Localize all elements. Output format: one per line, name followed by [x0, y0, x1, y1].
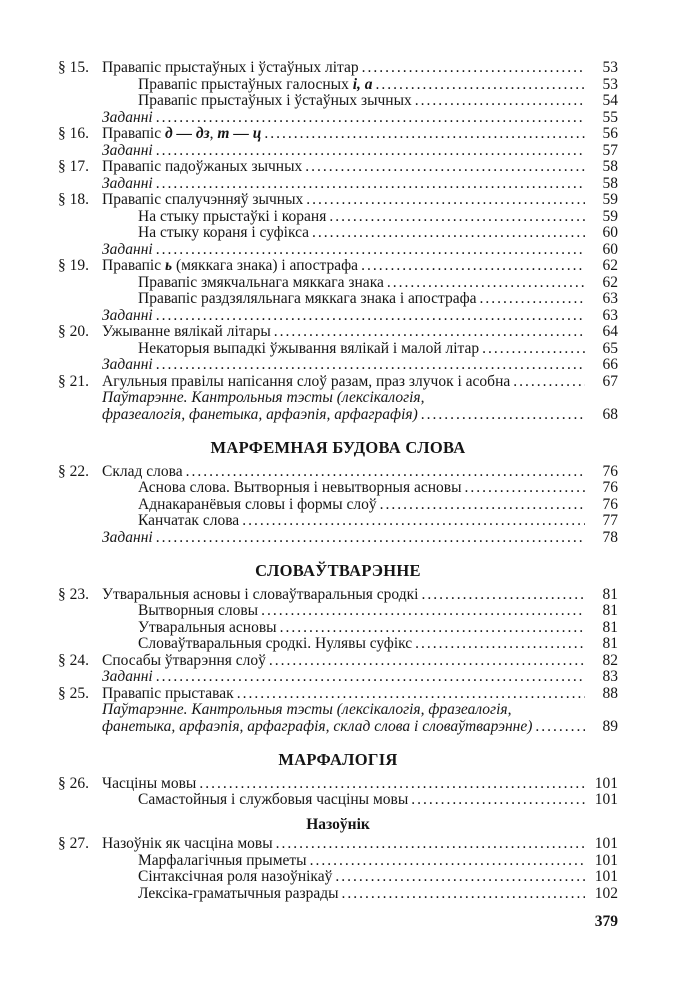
toc-entry-title: Канчатак слова [138, 512, 240, 529]
toc-entry-title: Самастойныя і службовыя часціны мовы [138, 791, 409, 808]
toc-entry [58, 853, 618, 870]
toc-entry-title: Правапіс падоўжаных зычных [102, 158, 303, 175]
dot-leader [269, 653, 585, 670]
dot-leader [186, 464, 585, 481]
toc-entry-page: 67 [602, 372, 618, 390]
toc-entry-title: Заданні [102, 174, 153, 192]
toc-entry [58, 603, 618, 620]
toc-entry-number: § 22. [58, 462, 89, 480]
toc-entry-title: Заданні [102, 141, 153, 159]
toc-entry-page: 63 [602, 306, 618, 324]
dot-leader [480, 291, 585, 308]
toc-entry-page: 62 [602, 257, 618, 274]
toc-entry [58, 126, 618, 143]
toc-entry-page: 60 [602, 224, 618, 241]
toc-entry-page: 68 [602, 405, 618, 423]
dot-leader [310, 853, 585, 870]
dot-leader [156, 530, 585, 547]
dot-leader [156, 143, 585, 160]
toc-entry [58, 159, 618, 176]
toc-entry-page: 78 [602, 528, 618, 546]
toc-entry-title: Некаторыя выпадкі ўжывання вялікай і малой літар [138, 339, 480, 357]
toc-entry-title: Правапіс прыстаўных і ўстаўных літар [102, 59, 359, 76]
toc-entry-page: 76 [602, 462, 618, 480]
dot-leader [421, 587, 585, 604]
toc-entry-page: 54 [602, 92, 618, 109]
toc-entry-page: 58 [602, 174, 618, 192]
toc-entry-title: Правапіс змякчальнага мяккага знака [138, 273, 384, 291]
toc-entry-page: 76 [602, 495, 618, 513]
dot-leader [362, 60, 585, 77]
dot-leader [156, 110, 585, 127]
toc-entry [58, 60, 618, 77]
toc-entry [58, 308, 618, 325]
toc-entry [58, 209, 618, 226]
toc-entry [58, 407, 618, 424]
book-page-number: 379 [594, 913, 618, 930]
toc-entry-number: § 25. [58, 684, 89, 702]
toc-entry [58, 513, 618, 530]
toc-entry-title: Правапіс прыстаўных і ўстаўных зычных [138, 92, 412, 109]
toc-entry [58, 669, 618, 686]
toc-entry-page: 66 [602, 356, 618, 373]
toc-entry-title: Спосабы ўтварэння слоў [102, 651, 266, 669]
toc-entry-page: 101 [594, 774, 618, 792]
dot-leader [261, 603, 585, 620]
toc-entry [58, 324, 618, 341]
dot-leader [329, 209, 585, 226]
toc-entry [58, 480, 618, 497]
dot-leader [415, 93, 585, 110]
toc-entry-title: Склад слова [102, 462, 183, 480]
toc-entry [58, 776, 618, 793]
toc-entry-page: 76 [602, 479, 618, 496]
toc-entry-page: 88 [602, 684, 618, 702]
dot-leader [535, 719, 585, 736]
dot-leader [242, 513, 585, 530]
dot-leader [513, 374, 585, 391]
toc-entry-number: § 21. [58, 372, 89, 390]
toc-entry-page: 81 [602, 585, 618, 603]
toc-entry-page: 81 [602, 602, 618, 619]
toc-entry [58, 587, 618, 604]
toc-entry-page: 89 [602, 717, 618, 735]
toc [58, 60, 618, 902]
dot-leader [415, 636, 585, 653]
toc-entry-page: 57 [602, 141, 618, 159]
toc-entry-page: 53 [602, 75, 618, 93]
toc-entry-title: Марфалагічныя прыметы [138, 851, 307, 869]
dot-leader [199, 776, 585, 793]
toc-entry-number: § 24. [58, 651, 89, 669]
dot-leader [387, 275, 585, 292]
toc-entry [58, 719, 618, 736]
toc-entry-number: § 20. [58, 323, 89, 340]
dot-leader [335, 869, 585, 886]
dot-leader [274, 324, 585, 341]
toc-entry-title: Агульныя правілы напісання слоў разам, праз злучок і асобна [102, 372, 511, 390]
toc-entry-page: 81 [602, 618, 618, 636]
toc-entry [58, 464, 618, 481]
dot-leader [465, 480, 586, 497]
toc-entry-page: 55 [602, 108, 618, 126]
toc-entry-title: На стыку прыстаўкі і кораня [138, 207, 327, 225]
toc-entry-title: Заданні [102, 668, 153, 685]
dot-leader [305, 159, 585, 176]
dot-leader [312, 225, 585, 242]
toc-entry-title: Назоўнік як часціна мовы [102, 835, 273, 852]
toc-entry-page: 60 [602, 240, 618, 258]
toc-entry [58, 636, 618, 653]
dot-leader [361, 258, 585, 275]
toc-entry [58, 653, 618, 670]
toc-entry [58, 497, 618, 514]
toc-entry-page: 83 [602, 668, 618, 685]
toc-entry-title: Правапіс прыставак [102, 684, 234, 702]
toc-entry-number: § 18. [58, 191, 89, 208]
toc-entry-number: § 17. [58, 158, 89, 175]
toc-entry [58, 225, 618, 242]
toc-entry-page: 65 [602, 339, 618, 357]
toc-entry-page: 58 [602, 158, 618, 175]
dot-leader [421, 407, 585, 424]
toc-entry-page: 77 [602, 512, 618, 529]
toc-entry-title: Лексіка-граматычныя разрады [138, 884, 339, 902]
toc-entry-title: Вытворныя словы [138, 602, 259, 619]
toc-entry-title: фразеалогія, фанетыка, арфаэпія, арфаграфія) [102, 405, 418, 423]
dot-leader [411, 792, 585, 809]
toc-entry [58, 702, 618, 719]
toc-entry [58, 886, 618, 903]
toc-entry [58, 836, 618, 853]
toc-entry-title: Правапіс прыстаўных галосных і, а [138, 75, 373, 93]
toc-entry-title: Словаўтваральныя сродкі. Нулявы суфікс [138, 635, 413, 652]
toc-entry-title: Аднакаранёвыя словы і формы слоў [138, 495, 377, 513]
toc-entry-title: Правапіс спалучэнняў зычных [102, 191, 304, 208]
section-heading: Назоўнік [306, 815, 370, 833]
toc-entry-page: 56 [602, 125, 618, 142]
toc-entry-page: 102 [594, 884, 618, 902]
toc-entry [58, 93, 618, 110]
toc-entry-title: Аснова слова. Вытворныя і невытворныя асновы [138, 479, 462, 496]
dot-leader [376, 77, 585, 94]
dot-leader [482, 341, 585, 358]
toc-entry [58, 390, 618, 407]
toc-entry-number: § 27. [58, 835, 89, 852]
dot-leader [156, 242, 585, 259]
toc-entry-title: Заданні [102, 356, 153, 373]
toc-entry-page: 64 [602, 323, 618, 340]
dot-leader [306, 192, 585, 209]
toc-entry-page: 81 [602, 635, 618, 652]
toc-entry [58, 242, 618, 259]
section-heading: СЛОВАЎТВАРЭННЕ [255, 561, 421, 580]
toc-entry-title: Часціны мовы [102, 774, 197, 792]
toc-entry [58, 869, 618, 886]
toc-entry-title: Утваральныя асновы і словаўтваральныя сродкі [102, 585, 419, 603]
toc-entry-page: 59 [602, 207, 618, 225]
section-heading: МАРФАЛОГІЯ [278, 750, 398, 769]
toc-entry-title: Утваральныя асновы [138, 618, 277, 636]
toc-entry-page: 62 [602, 273, 618, 291]
dot-leader [280, 620, 585, 637]
toc-entry [58, 77, 618, 94]
toc-entry-number: § 19. [58, 257, 89, 274]
dot-leader [264, 126, 585, 143]
toc-entry [58, 176, 618, 193]
dot-leader [156, 357, 585, 374]
toc-entry-title: Паўтарэнне. Кантрольныя тэсты (лексікалогія, фразеалогія, [102, 701, 512, 718]
toc-entry-title: На стыку кораня і суфікса [138, 224, 310, 241]
toc-entry-number: § 16. [58, 125, 89, 142]
toc-entry [58, 686, 618, 703]
toc-entry [58, 341, 618, 358]
toc-entry-number: § 15. [58, 59, 89, 76]
toc-entry-title: Паўтарэнне. Кантрольныя тэсты (лексікалогія, [102, 389, 425, 406]
toc-entry-title: фанетыка, арфаэпія, арфаграфія, склад слова і словаўтварэнне) [102, 717, 533, 735]
toc-entry [58, 143, 618, 160]
toc-entry [58, 620, 618, 637]
toc-entry-page: 101 [594, 835, 618, 852]
toc-entry-title: Заданні [102, 528, 153, 546]
toc-entry-title: Ужыванне вялікай літары [102, 323, 271, 340]
toc-entry-title: Заданні [102, 240, 153, 258]
toc-entry [58, 792, 618, 809]
toc-entry-title: Правапіс ь (мяккага знака) і апострафа [102, 257, 359, 274]
toc-entry-title: Сінтаксічная роля назоўнікаў [138, 868, 333, 885]
toc-entry-page: 101 [594, 868, 618, 885]
toc-entry [58, 192, 618, 209]
toc-entry-page: 59 [602, 191, 618, 208]
toc-entry-number: § 26. [58, 774, 89, 792]
dot-leader [342, 886, 585, 903]
toc-entry-title: Заданні [102, 306, 153, 324]
dot-leader [237, 686, 585, 703]
toc-entry-title: Заданні [102, 108, 153, 126]
dot-leader [156, 308, 585, 325]
toc-entry-page: 101 [594, 791, 618, 808]
toc-entry-page: 53 [602, 59, 618, 76]
dot-leader [156, 669, 585, 686]
toc-entry [58, 530, 618, 547]
dot-leader [380, 497, 585, 514]
toc-entry [58, 291, 618, 308]
toc-entry-number: § 23. [58, 585, 89, 603]
toc-entry [58, 110, 618, 127]
toc-entry-title: Правапіс д — дз, т — ц [102, 125, 262, 142]
toc-entry-page: 63 [602, 290, 618, 307]
toc-entry-page: 82 [602, 651, 618, 669]
toc-entry [58, 357, 618, 374]
dot-leader [276, 836, 585, 853]
section-heading: МАРФЕМНАЯ БУДОВА СЛОВА [210, 438, 466, 457]
toc-entry [58, 275, 618, 292]
toc-entry [58, 374, 618, 391]
toc-entry-page: 101 [594, 851, 618, 869]
toc-entry [58, 258, 618, 275]
dot-leader [156, 176, 585, 193]
toc-entry-title: Правапіс раздзяляльнага мяккага знака і апострафа [138, 290, 477, 307]
